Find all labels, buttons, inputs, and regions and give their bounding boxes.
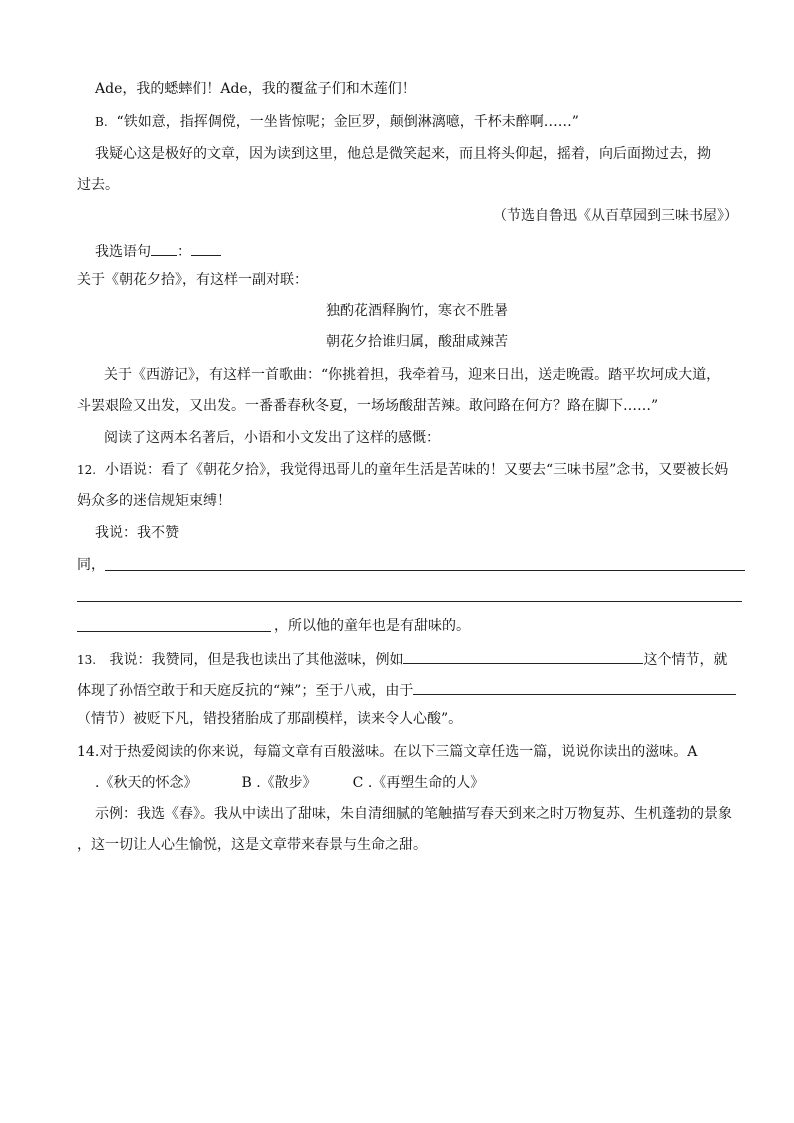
song-line-1: 关于《西游记》，有这样一首歌曲：“你挑着担，我牵着马，迎来日出，送走晚霞。踏平坎坷成大道， [104, 367, 721, 383]
answer-blank-reason[interactable] [191, 240, 221, 256]
choose-sentence-label: 我选语句 [95, 244, 151, 260]
example-line-2: ，这一切让人心生愉悦，这是文章带来春景与生命之甜。 [77, 837, 427, 853]
reflection-line: 阅读了这两本名著后，小语和小文发出了这样的感慨： [104, 430, 440, 446]
answer-line-q12-1[interactable] [105, 570, 745, 571]
source-note: （节选自鲁迅《从百草园到三味书屋》） [493, 208, 738, 224]
question-13-number: 13. [77, 653, 97, 667]
example-line-1: 示例：我选《春》。我从中读出了甜味，朱自清细腻的笔触描写春天到来之时万物复苏、生机蓬勃的景象 [95, 806, 732, 822]
couplet-line-1: 独酌花酒释胸竹，寒衣不胜暑 [326, 303, 508, 319]
question-13-line-1: 13. 我说：我赞同，但是我也读出了其他滋味，例如 这个情节，就 [77, 648, 727, 670]
answer-blank-q13-plot[interactable] [403, 648, 643, 664]
couplet-line-2: 朝花夕拾谁归属，酸甜咸辣苦 [326, 334, 508, 350]
question-12-line-4: 同， [77, 557, 105, 573]
quote-text: “铁如意，指挥倜傥，一坐皆惊呢；金叵罗，颠倒淋漓噫，千杯未醉啊……” [116, 114, 579, 130]
answer-line-q12-3[interactable] [77, 631, 271, 632]
question-12-line-2: 妈众多的迷信规矩束缚！ [77, 493, 231, 509]
option-c-reshape[interactable]: C .《再塑生命的人》 [352, 775, 485, 791]
couplet-intro: 关于《朝花夕拾》，有这样一副对联： [77, 272, 308, 288]
text-line-ade: Ade，我的蟋蟀们！Ade，我的覆盆子们和木莲们！ [95, 81, 416, 97]
question-12-line-1: 12. 小语说：看了《朝花夕拾》，我觉得迅哥儿的童年生活是苦味的！又要去“三味书屋”念书，又要被长妈 [77, 462, 729, 478]
answer-blank-sentence[interactable] [151, 240, 177, 256]
song-line-2: 斗罢艰险又出发，又出发。一番番春秋冬夏，一场场酸甜苦辣。敢问路在何方？路在脚下……” [77, 398, 659, 414]
option-b-label: B. [95, 115, 108, 129]
answer-blank-q13-bajie[interactable] [413, 679, 736, 695]
option-b-walk[interactable]: B .《散步》 [241, 775, 317, 791]
question-12-end: ，所以他的童年也是有甜味的。 [274, 618, 470, 634]
question-12-line-3: 我说：我不赞 [95, 525, 179, 541]
question-13-line-3: （情节）被贬下凡，错投猪胎成了那副模样，读来令人心酸”。 [77, 711, 463, 727]
text-line-b [95, 112, 579, 132]
text-line-doubt-cont: 过去。 [77, 177, 119, 193]
question-14-line-1: 14.对于热爱阅读的你来说，每篇文章有百般滋味。在以下三篇文章任选一篇，说说你读出的滋味。A [77, 744, 698, 760]
question-12-number: 12. [77, 463, 97, 477]
option-a-autumn[interactable]: .《秋天的怀念》 [95, 775, 198, 791]
text-line-doubt: 我疑心这是极好的文章，因为读到这里，他总是微笑起来，而且将头仰起，摇着，向后面拗过去，拗 [95, 146, 711, 162]
choose-sentence-line: 我选语句 ： [95, 240, 221, 262]
question-13-line-2: 体现了孙悟空敢于和天庭反抗的“辣”；至于八戒，由于 [77, 679, 736, 701]
question-14-options [95, 773, 484, 793]
answer-line-q12-2[interactable] [77, 601, 742, 602]
